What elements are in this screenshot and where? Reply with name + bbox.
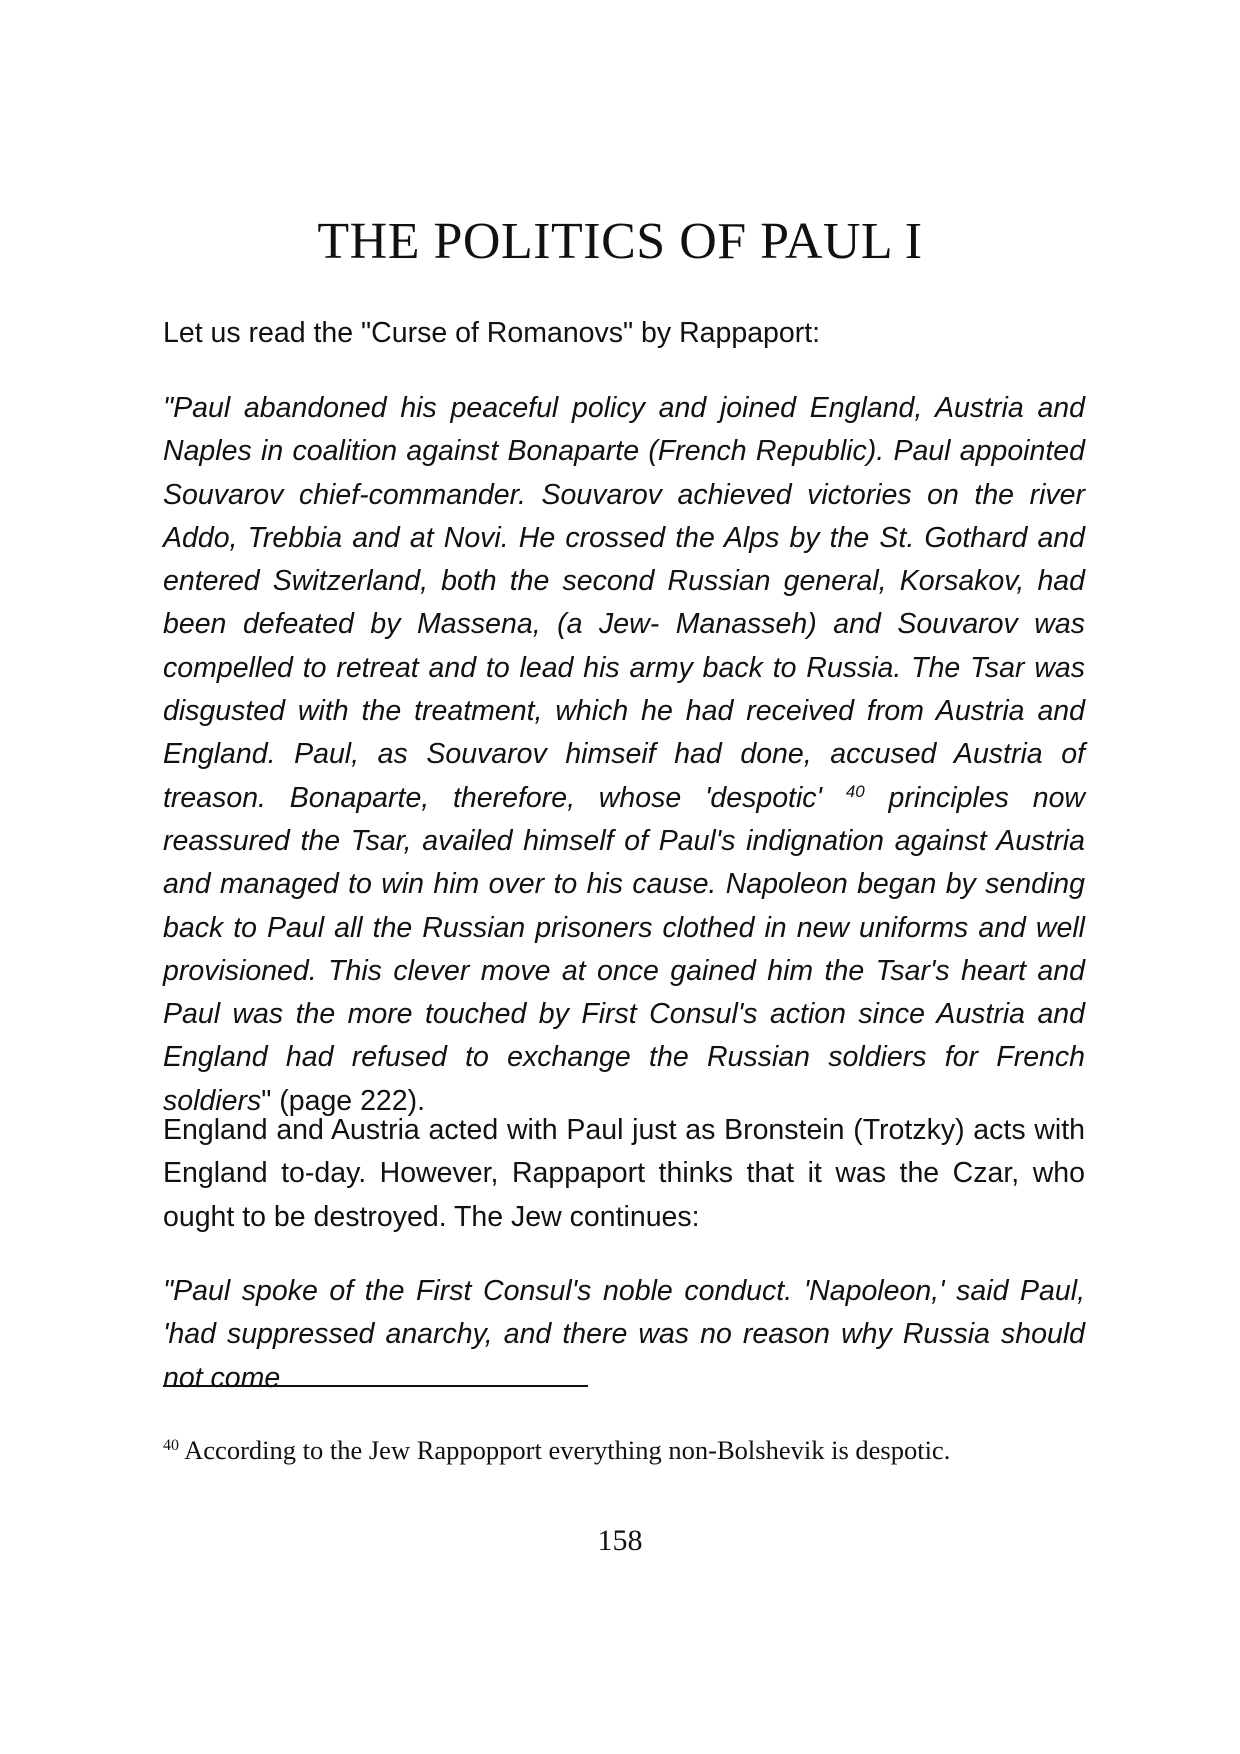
quote-1-part-b: principles now reassured the Tsar, availed himself of Paul's indignation against Austria and managed to win him over to his cause. Napoleon began by sending back to Paul all the Russian prisoners clothed in new uniforms and well provisioned. This clever move at once gained him the Tsar's heart and Paul was the more touched by First Consul's action since Austria and England had refused to exchange the Russian soldiers for French soldiers: [163, 781, 1085, 1117]
paragraph-2-text: England and Austria acted with Paul just as Bronstein (Trotzky) acts with England to-day. However, Rappaport thinks that it was the Czar, who ought to be destroyed. The Jew continues:: [163, 1114, 1085, 1233]
body-paragraph-2: [163, 1109, 1085, 1239]
quote-block-1: [163, 387, 1085, 1123]
quote-1-citation: " (page 222).: [261, 1084, 426, 1117]
intro-paragraph: [163, 312, 1085, 355]
footnote-text: According to the Jew Rappopport everything non-Bolshevik is despotic.: [179, 1435, 951, 1465]
quote-2-text: "Paul spoke of the First Consul's noble conduct. 'Napoleon,' said Paul, 'had suppressed anarchy, and there was no reason why Russia should not come: [163, 1275, 1085, 1394]
intro-text: Let us read the "Curse of Romanovs" by Rappaport:: [163, 317, 821, 349]
footnote-number: 40: [163, 1437, 179, 1454]
quote-1-text: [163, 387, 1085, 1123]
quote-block-2: [163, 1270, 1085, 1400]
quote-1-part-a: "Paul abandoned his peaceful policy and joined England, Austria and Naples in coalition against Bonaparte (French Republic). Paul appointed Souvarov chief-commander. Souvarov achieved victories on the river Addo, Trebbia and at Novi. He crossed the Alps by the St. Gothard and entered Switzerland, both the second Russian general, Korsakov, had been defeated by Massena, (a Jew- Manasseh) and Souvarov was compelled to retreat and to lead his army back to Russia. The Tsar was disgusted with the treatment, which he had received from Austria and England. Paul, as Souvarov himseif had done, accused Austria of treason. Bonaparte, therefore, whose 'despotic': [163, 392, 1085, 814]
page-number: 158: [597, 1524, 643, 1557]
footnote-divider: [163, 1385, 588, 1387]
chapter-title: THE POLITICS OF PAUL I: [317, 213, 923, 270]
footnote-40: [163, 1433, 1085, 1467]
footnote-reference-40[interactable]: 40: [845, 781, 865, 801]
